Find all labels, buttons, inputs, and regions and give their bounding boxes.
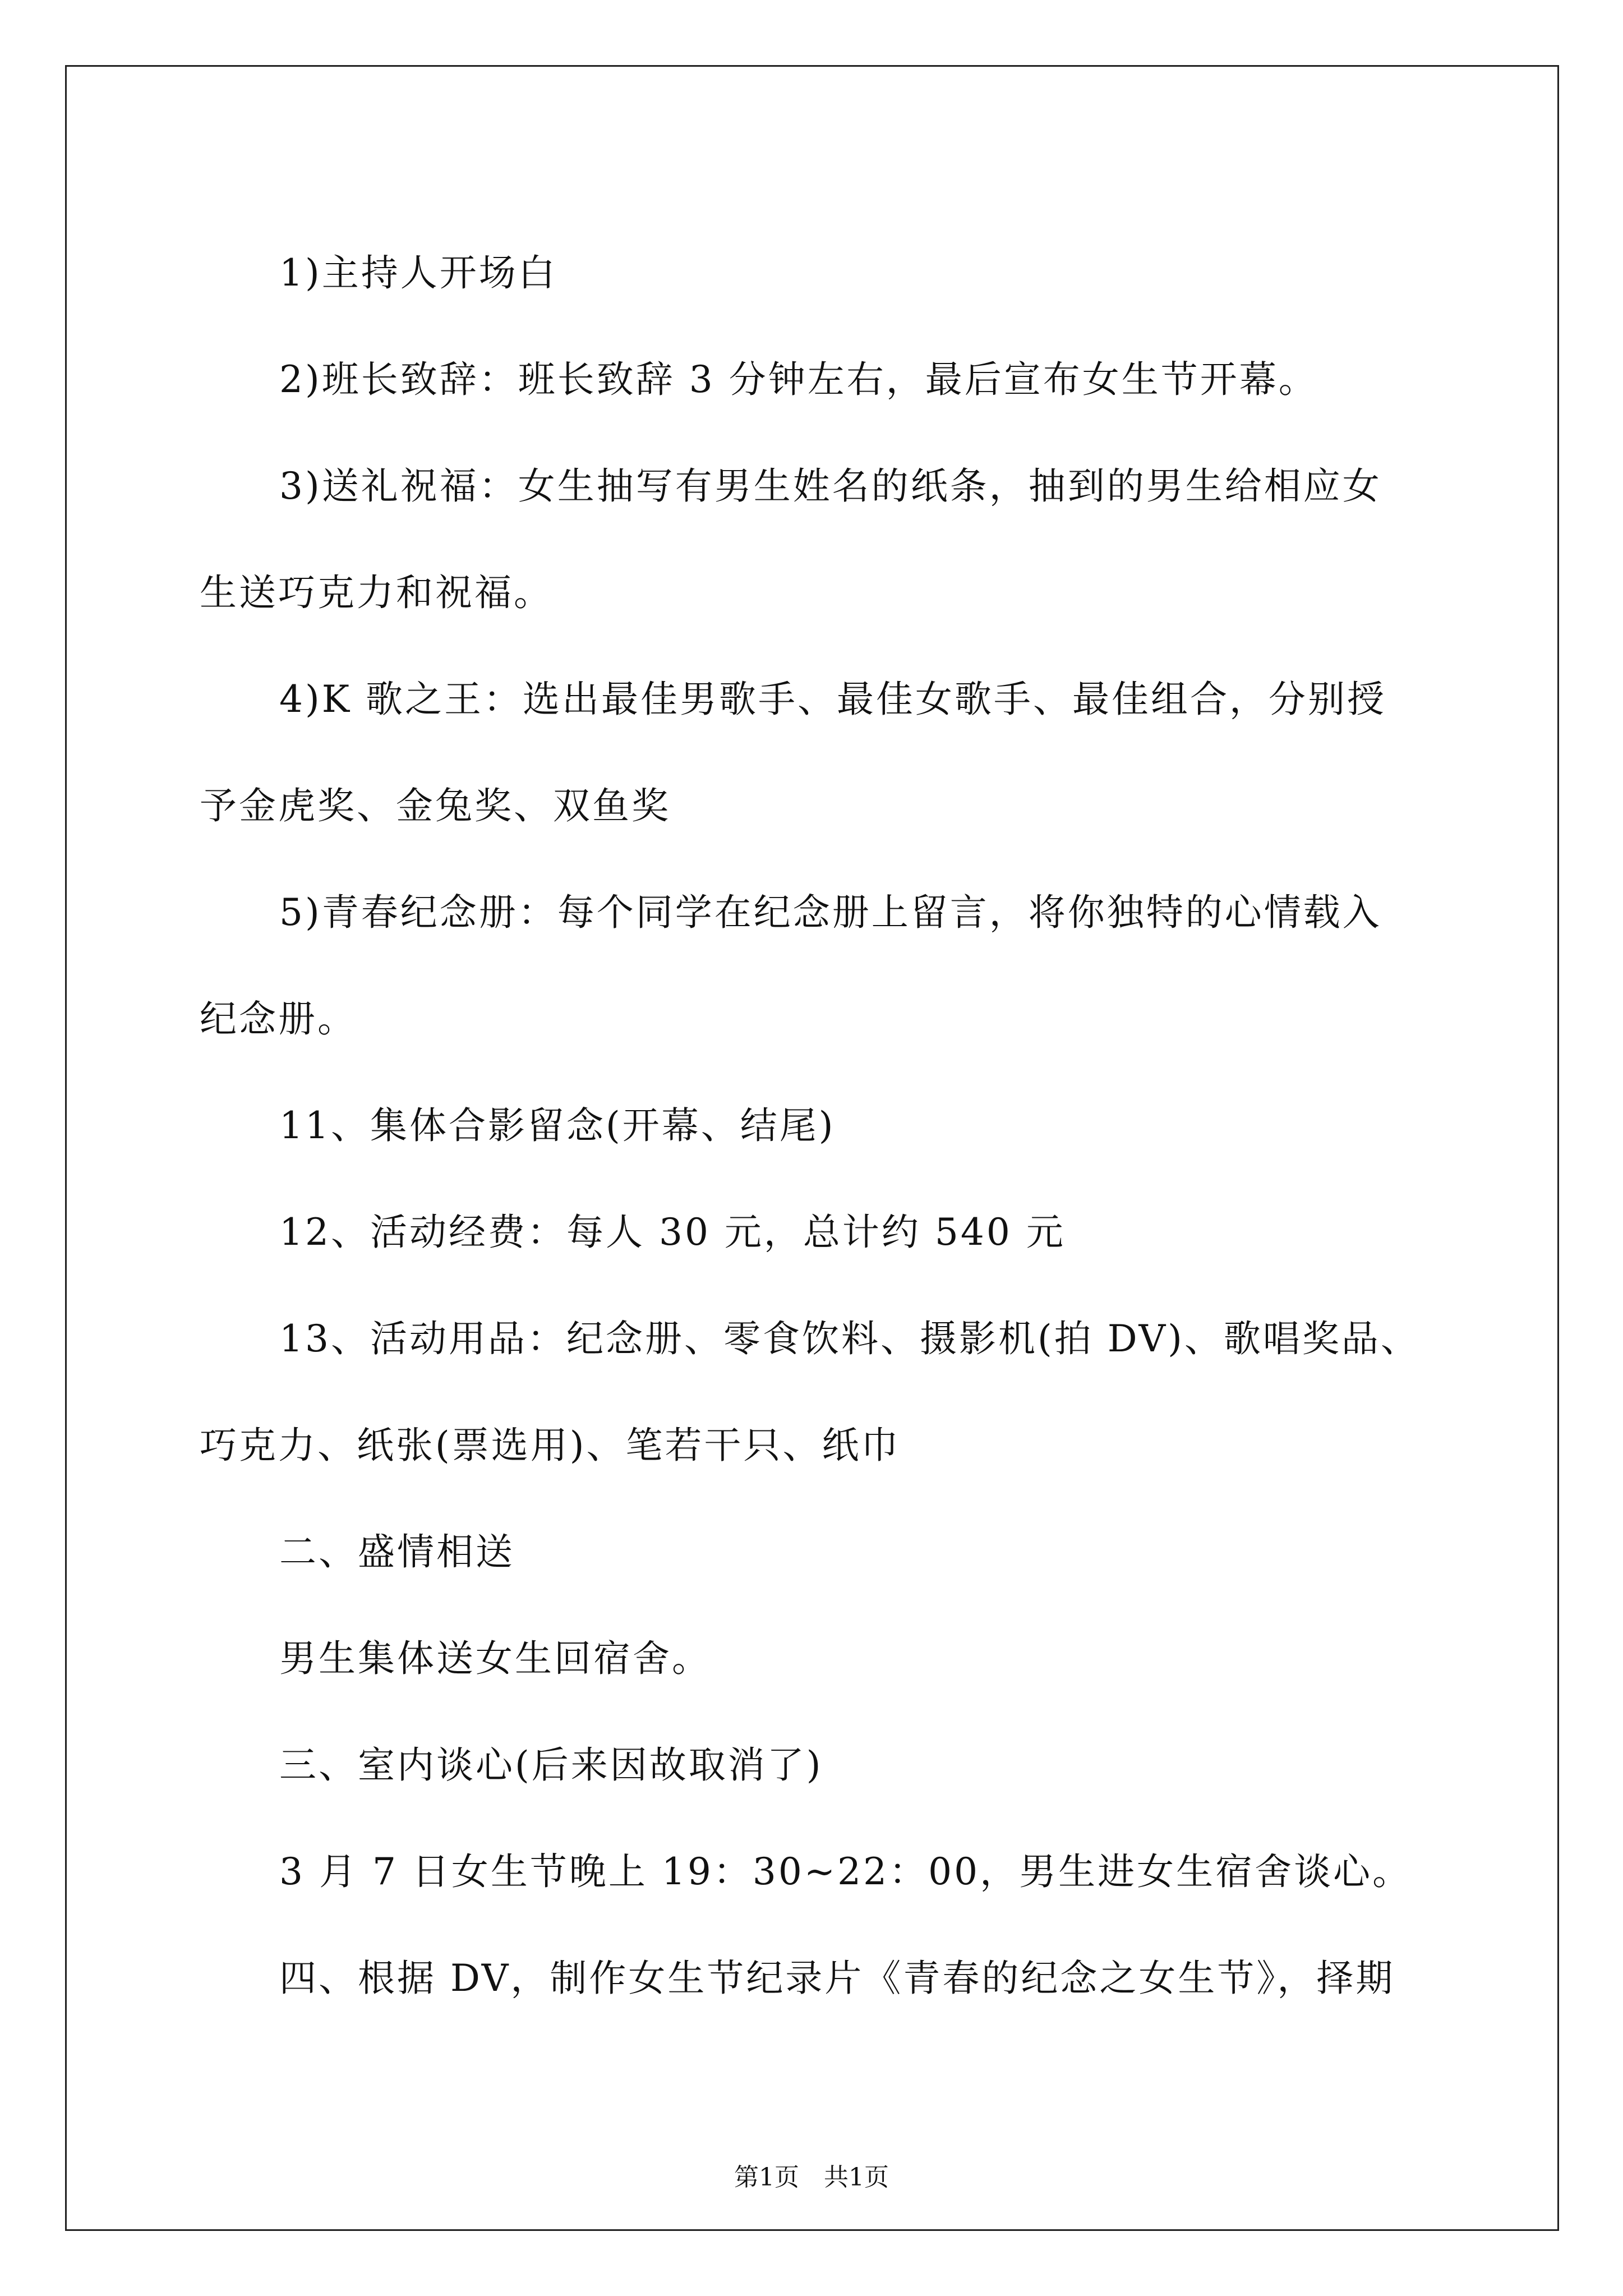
- list-item-group-photo: 11、集体合影留念(开幕、结尾): [279, 1104, 836, 1147]
- list-item-memory-book: 5)青春纪念册：每个同学在纪念册上留言，将你独特的心情载入: [279, 891, 1382, 934]
- section-heading-documentary: 四、根据 DV，制作女生节纪录片《青春的纪念之女生节》，择期: [279, 1957, 1395, 2000]
- list-item-monitor-speech: 2)班长致辞：班长致辞 3 分钟左右，最后宣布女生节开幕。: [279, 358, 1318, 401]
- page-number-footer: 第1页 共1页: [734, 2163, 889, 2192]
- section-heading-dorm-chat: 三、室内谈心(后来因故取消了): [279, 1743, 823, 1787]
- paragraph-send-off: 男生集体送女生回宿舍。: [279, 1637, 711, 1680]
- list-item-budget: 12、活动经费：每人 30 元，总计约 540 元: [279, 1211, 1066, 1254]
- list-item-gift-blessing-cont: 生送巧克力和祝福。: [200, 571, 553, 614]
- list-item-gift-blessing: 3)送礼祝福：女生抽写有男生姓名的纸条，抽到的男生给相应女: [279, 464, 1382, 508]
- list-item-memory-book-cont: 纪念册。: [200, 997, 357, 1041]
- list-item-karaoke: 4)K 歌之王：选出最佳男歌手、最佳女歌手、最佳组合，分别授: [279, 678, 1387, 721]
- document-body: [200, 220, 1450, 2032]
- list-item-supplies: 13、活动用品：纪念册、零食饮料、摄影机(拍 DV)、歌唱奖品、: [279, 1317, 1420, 1360]
- list-item-supplies-cont: 巧克力、纸张(票选用)、笔若干只、纸巾: [200, 1424, 901, 1467]
- section-heading-send-off: 二、盛情相送: [279, 1530, 515, 1573]
- list-item-host-opening: 1)主持人开场白: [279, 251, 557, 295]
- paragraph-dorm-chat: 3 月 7 日女生节晚上 19：30~22：00，男生进女生宿舍谈心。: [279, 1850, 1412, 1893]
- list-item-karaoke-cont: 予金虎奖、金兔奖、双鱼奖: [200, 784, 671, 827]
